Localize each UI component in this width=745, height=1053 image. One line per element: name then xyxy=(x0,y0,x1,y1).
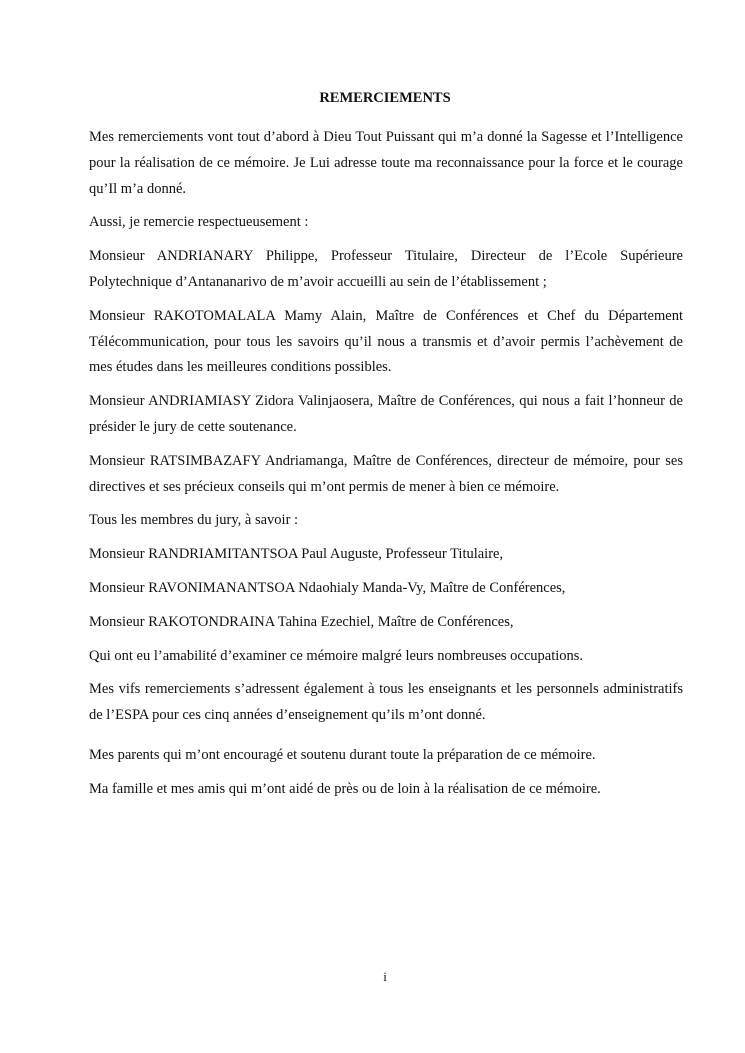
paragraph-andriamiasy: Monsieur ANDRIAMIASY Zidora Valinjaosera, Maître de Conférences, qui nous a fait l’honneur de présider le jury de cette soutenance. xyxy=(89,393,683,435)
paragraph-intro: Mes remerciements vont tout d’abord à Dieu Tout Puissant qui m’a donné la Sagesse et l’Intelligence pour la réalisation de ce mémoire. Je Lui adresse toute ma reconnaissance pour la force et le courage qu’Il m’a donné. xyxy=(89,129,683,197)
page-title: REMERCIEMENTS xyxy=(319,90,451,106)
paragraph-thanks-respectfully: Aussi, je remercie respectueusement : xyxy=(89,214,309,231)
paragraph-jury-members: Tous les membres du jury, à savoir : xyxy=(89,512,299,529)
paragraph-teachers-staff: Mes vifs remerciements s’adressent également à tous les enseignants et les personnels administratifs de l’ESPA pour ces cinq années d’enseignement qu’ils m’ont donné. xyxy=(89,681,683,724)
paragraph-examination: Qui ont eu l’amabilité d’examiner ce mémoire malgré leurs nombreuses occupations. xyxy=(89,647,584,664)
paragraph-randriamitantsoa: Monsieur RANDRIAMITANTSOA Paul Auguste, Professeur Titulaire, xyxy=(89,546,504,563)
paragraph-ratsimbazafy: Monsieur RATSIMBAZAFY Andriamanga, Maître de Conférences, directeur de mémoire, pour ses directives et ses précieux conseils qui m’ont permis de mener à bien ce mémoire. xyxy=(89,452,683,495)
paragraph-family-friends: Ma famille et mes amis qui m’ont aidé de près ou de loin à la réalisation de ce mémoire. xyxy=(89,780,601,797)
page-number: i xyxy=(383,969,387,984)
paragraph-andrianary: Monsieur ANDRIANARY Philippe, Professeur Titulaire, Directeur de l’Ecole Supérieure Polytechnique d’Antananarivo de m’avoir accueilli au sein de l’établissement ; xyxy=(89,248,683,290)
acknowledgements-body xyxy=(89,125,683,811)
paragraph-parents: Mes parents qui m’ont encouragé et soutenu durant toute la préparation de ce mémoire. xyxy=(89,746,596,763)
paragraph-ravonimanantsoa: Monsieur RAVONIMANANTSOA Ndaohialy Manda-Vy, Maître de Conférences, xyxy=(89,579,566,596)
paragraph-rakotomalala: Monsieur RAKOTOMALALA Mamy Alain, Maître de Conférences et Chef du Département Télécommunication, pour tous les savoirs qu’il nous a transmis et d’avoir permis l’achèvement de mes études dans les meilleures conditions possibles. xyxy=(89,307,683,376)
paragraph-rakotondraina: Monsieur RAKOTONDRAINA Tahina Ezechiel, Maître de Conférences, xyxy=(89,613,514,630)
